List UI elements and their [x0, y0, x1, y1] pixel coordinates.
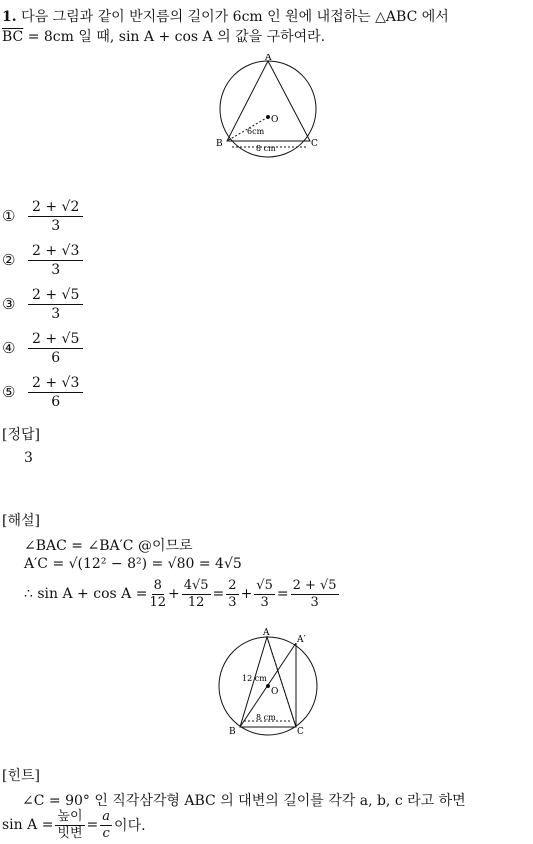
choice-1-mark: ① [2, 207, 16, 225]
explanation-line-1: ∠BAC = ∠BA′C @이므로 [24, 538, 193, 554]
label-a-2: A [263, 628, 270, 638]
choice-2-denominator: 3 [51, 261, 61, 278]
exp-frac-3-num: 2 [228, 577, 237, 593]
exp-frac-1 [149, 578, 166, 611]
choice-2-fraction [28, 242, 83, 279]
exp-frac-5-num: 2 + √5 [292, 577, 337, 593]
answer-value: 3 [24, 450, 33, 466]
exp-frac-1-num: 8 [153, 577, 162, 593]
question-text-2: = 8cm 일 때, sin A + cos A 의 값을 구하여라. [23, 29, 326, 45]
explanation-line-2: A′C = √(12² − 8²) = √80 = 4√5 [24, 556, 242, 572]
label-c: C [311, 139, 318, 149]
hint-title: [힌트] [2, 768, 40, 784]
hint-frac-1-num: 높이 [57, 808, 83, 824]
hint-equals: = [86, 817, 99, 833]
exp-frac-5-den: 3 [310, 594, 319, 610]
triangle-abc [227, 61, 310, 141]
equals-1: = [212, 586, 225, 602]
choice-4[interactable] [2, 328, 83, 368]
choice-2-mark: ② [2, 251, 16, 269]
exp-frac-3-den: 3 [228, 594, 237, 610]
choice-4-denominator: 6 [51, 349, 61, 366]
circle-outline [220, 61, 316, 157]
choice-3-denominator: 3 [51, 305, 61, 322]
choice-5-fraction [28, 374, 83, 411]
segment-bc: $\overline{BC}$ [2, 29, 24, 45]
label-o-2: O [271, 687, 279, 697]
choice-1-numerator: 2 + √2 [28, 198, 83, 217]
label-radius: 6cm [247, 127, 265, 136]
choice-1-denominator: 3 [51, 217, 61, 234]
hint-tail: 이다. [114, 818, 146, 834]
hint-frac-2-den: c [102, 825, 110, 841]
figure-inscribed-triangle [210, 54, 326, 158]
choice-5-denominator: 6 [51, 393, 61, 410]
exp-frac-1-den: 12 [149, 594, 166, 610]
question-number: 1. [2, 9, 17, 25]
choice-3[interactable] [2, 284, 83, 324]
label-o: O [271, 115, 279, 125]
label-base-2: 8 cm [256, 713, 276, 722]
exp-frac-2-num: 4√5 [183, 577, 209, 593]
exp-frac-5 [291, 578, 339, 611]
center-point-2 [266, 684, 270, 688]
label-b-2: B [229, 727, 236, 737]
exp-frac-4-num: √5 [256, 577, 273, 593]
label-c-2: C [297, 727, 304, 737]
hint-line-2 [2, 806, 146, 844]
explanation-lead: ∴ sin A + cos A = [24, 586, 148, 602]
choice-1[interactable] [2, 196, 83, 236]
label-base: 8 cm [256, 144, 276, 153]
exp-frac-2-den: 12 [187, 594, 205, 610]
choice-3-mark: ③ [2, 295, 16, 313]
plus-2: + [240, 586, 253, 602]
hint-line-1: ∠C = 90° 인 직각삼각형 ABC 의 대변의 길이를 각각 a, b, c 라고 하면 [22, 793, 466, 809]
question-line-2 [2, 26, 325, 46]
choice-5[interactable] [2, 372, 83, 412]
choice-2[interactable] [2, 240, 83, 280]
choice-3-fraction [28, 286, 83, 323]
choice-4-mark: ④ [2, 339, 16, 357]
choice-2-numerator: 2 + √3 [28, 242, 83, 261]
plus-1: + [167, 586, 180, 602]
exp-frac-4 [254, 578, 275, 611]
figure-diameter-triangle [214, 626, 324, 738]
hint-frac-2-num: a [102, 808, 111, 824]
explanation-title: [해설] [2, 513, 40, 529]
label-a-prime: A′ [297, 635, 306, 645]
choice-1-fraction [28, 198, 83, 235]
choice-4-fraction [28, 330, 83, 367]
label-diameter: 12 cm [242, 674, 267, 683]
hint-lhs: sin A = [2, 817, 54, 833]
label-b: B [216, 139, 223, 149]
equals-2: = [276, 586, 289, 602]
choice-4-numerator: 2 + √5 [28, 330, 83, 349]
hint-frac-1 [55, 809, 84, 842]
exp-frac-4-den: 3 [260, 594, 269, 610]
choice-3-numerator: 2 + √5 [28, 286, 83, 305]
exp-frac-3 [226, 578, 238, 611]
hint-frac-2 [100, 809, 112, 842]
question-line-1 [2, 6, 449, 26]
choice-5-mark: ⑤ [2, 383, 16, 401]
answer-title: [정답] [2, 427, 40, 443]
exp-frac-2 [182, 578, 211, 611]
label-a: A [265, 54, 272, 63]
hint-frac-1-den: 빗변 [57, 825, 83, 841]
choice-5-numerator: 2 + √3 [28, 374, 83, 393]
explanation-line-3 [24, 574, 341, 614]
question-text-1: 다음 그림과 같이 반지름의 길이가 6cm 인 원에 내접하는 △ABC 에서 [21, 9, 449, 25]
